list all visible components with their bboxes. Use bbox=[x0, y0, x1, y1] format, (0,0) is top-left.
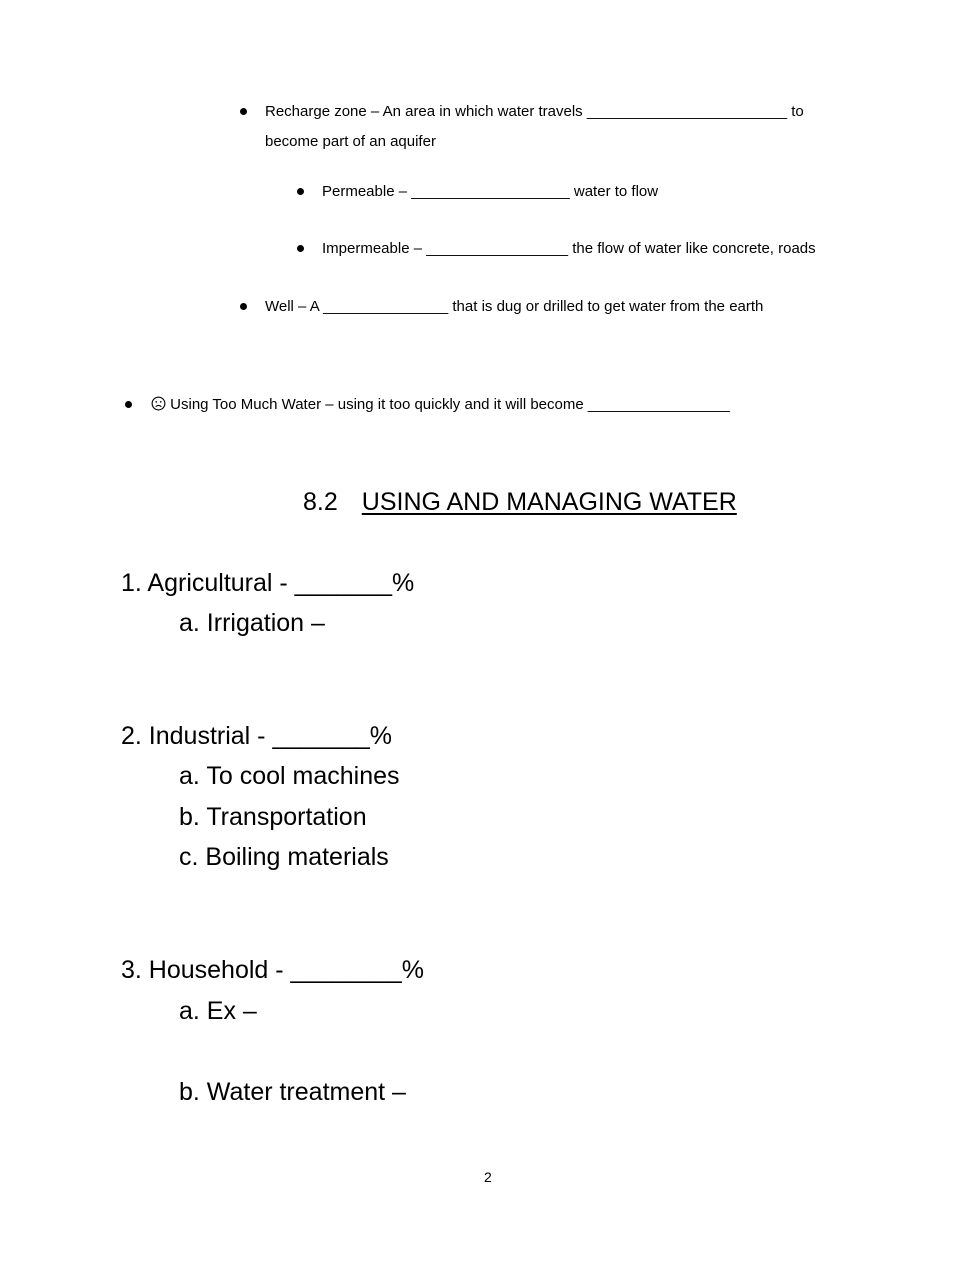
agricultural-heading: 1. Agricultural - _______% bbox=[121, 569, 415, 597]
too-much-water-text: Using Too Much Water – using it too quickly and it will become _________________ bbox=[170, 396, 730, 413]
bullet-dot bbox=[297, 188, 304, 195]
agricultural-item-a: a. Irrigation – bbox=[179, 609, 325, 637]
section-heading bbox=[303, 487, 737, 517]
household-heading: 3. Household - ________% bbox=[121, 956, 425, 984]
bullet-dot bbox=[125, 401, 132, 408]
recharge-zone-line1: Recharge zone – An area in which water travels ________________________ to bbox=[265, 103, 804, 120]
impermeable-item: Impermeable – _________________ the flow of water like concrete, roads bbox=[322, 240, 816, 257]
section-number: 8.2 bbox=[303, 488, 338, 516]
industrial-item-a: a. To cool machines bbox=[179, 762, 400, 790]
well-item: Well – A _______________ that is dug or drilled to get water from the earth bbox=[265, 298, 764, 315]
bullet-dot bbox=[240, 108, 247, 115]
section-title: USING AND MANAGING WATER bbox=[361, 488, 737, 516]
industrial-heading: 2. Industrial - _______% bbox=[121, 722, 393, 750]
bullet-dot bbox=[297, 245, 304, 252]
industrial-item-b: b. Transportation bbox=[179, 803, 367, 831]
page-number: 2 bbox=[484, 1169, 492, 1185]
recharge-zone-line2: become part of an aquifer bbox=[265, 133, 436, 150]
bullet-dot bbox=[240, 303, 247, 310]
sad-face-icon bbox=[151, 396, 166, 411]
too-much-water-item bbox=[151, 395, 730, 415]
industrial-item-c: c. Boiling materials bbox=[179, 843, 389, 871]
permeable-item: Permeable – ___________________ water to flow bbox=[322, 183, 659, 200]
household-item-b: b. Water treatment – bbox=[179, 1078, 406, 1106]
household-item-a: a. Ex – bbox=[179, 997, 257, 1025]
